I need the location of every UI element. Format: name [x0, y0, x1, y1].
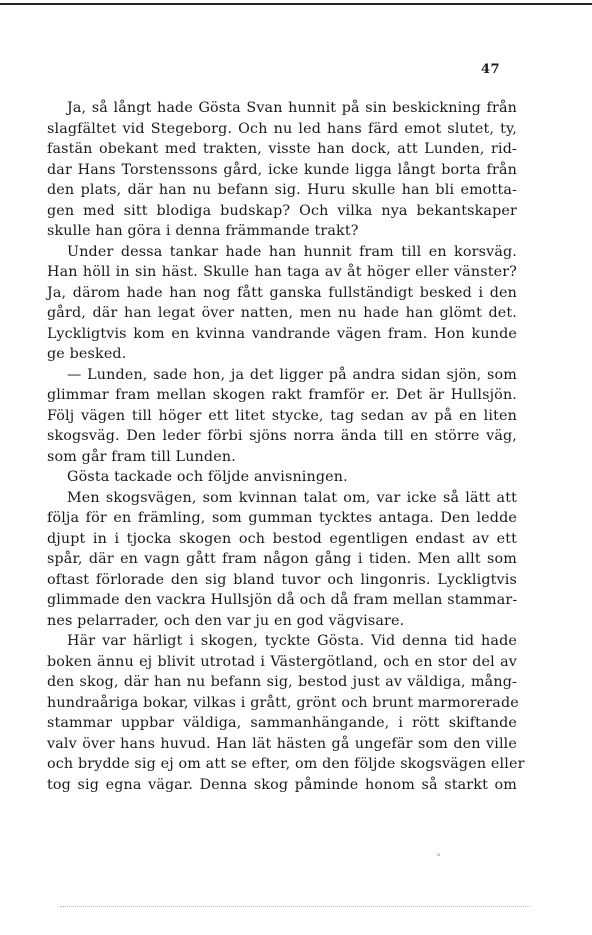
text-line: och brydde sig ej om att se efter, om den följde skogsvägen eller: [47, 756, 525, 772]
bottom-scan-noise: [60, 906, 530, 907]
text-line: djupt in i tjocka skogen och bestod egentligen endast av ett: [47, 530, 517, 547]
text-line: hundraåriga bokar, vilkas i grått, grönt och brunt marmorerade: [47, 694, 519, 711]
text-line: dar Hans Torstenssons gård, icke kunde ligga långt borta från: [47, 161, 517, 178]
text-line: den plats, där han nu befann sig. Huru skulle han bli emotta-: [47, 182, 517, 198]
text-line: Ja, därom hade han nog fått ganska fullständigt besked i den: [47, 284, 517, 301]
print-speck: ᵓ: [437, 852, 441, 862]
text-line: oftast förlorade den sig bland tuvor och lingonris. Lyckligtvis: [47, 571, 517, 588]
text-line: den skog, där han nu befann sig, bestod just av väldiga, mång-: [47, 674, 517, 690]
text-line: boken ännu ej blivit utrotad i Västergötland, och en stor del av: [47, 653, 517, 670]
text-line: skulle han göra i denna främmande trakt?: [47, 223, 359, 239]
text-line: Här var härligt i skogen, tyckte Gösta. Vid denna tid hade: [67, 633, 517, 649]
text-line: skogsväg. Den leder förbi sjöns norra ända till en större väg,: [47, 428, 517, 444]
text-line: valv över hans huvud. Han lät hästen gå ungefär som den ville: [47, 735, 517, 752]
text-line: ge besked.: [47, 346, 127, 362]
text-line: glimmade den vackra Hullsjön då och då fram mellan stammar-: [47, 592, 518, 608]
text-line: Ja, så långt hade Gösta Svan hunnit på sin beskickning från: [67, 100, 517, 116]
text-line: — Lunden, sade hon, ja det ligger på andra sidan sjön, som: [67, 366, 517, 383]
page-number: 47: [481, 62, 501, 77]
text-line: Men skogsvägen, som kvinnan talat om, var icke så lätt att: [67, 489, 517, 506]
text-line: stammar uppbar väldiga, sammanhängande, i rött skiftande: [47, 715, 517, 731]
body-text: [47, 98, 525, 795]
text-line: tog sig egna vägar. Denna skog påminde honom så starkt om: [47, 776, 517, 793]
text-line: följa för en främling, som gumman tycktes antaga. Den ledde: [47, 510, 517, 526]
text-line: spår, där en vagn gått fram någon gång i tiden. Men allt som: [47, 551, 517, 567]
text-line: fastän obekant med trakten, visste han dock, att Lunden, rid-: [47, 141, 517, 157]
text-line: nes pelarrader, och den var ju en god vägvisare.: [47, 612, 405, 629]
text-line: slagfältet vid Stegeborg. Och nu led hans färd emot slutet, ty,: [47, 120, 517, 137]
top-rule: [0, 3, 592, 5]
text-line: Lyckligtvis kom en kvinna vandrande vägen fram. Hon kunde: [47, 325, 517, 342]
text-line: Gösta tackade och följde anvisningen.: [67, 469, 348, 485]
text-line: gen med sitt blodiga budskap? Och vilka nya bekantskaper: [47, 202, 517, 219]
text-line: glimmar fram mellan skogen rakt framför er. Det är Hullsjön.: [47, 387, 517, 403]
text-line: Han höll in sin häst. Skulle han taga av åt höger eller vänster?: [47, 264, 517, 280]
text-line: Följ vägen till höger ett litet stycke, tag sedan av på en liten: [47, 407, 517, 424]
text-line: gård, där han legat över natten, men nu hade han glömt det.: [47, 305, 517, 321]
text-line: som går fram till Lunden.: [47, 448, 236, 465]
text-line: Under dessa tankar hade han hunnit fram till en korsväg.: [67, 243, 517, 260]
